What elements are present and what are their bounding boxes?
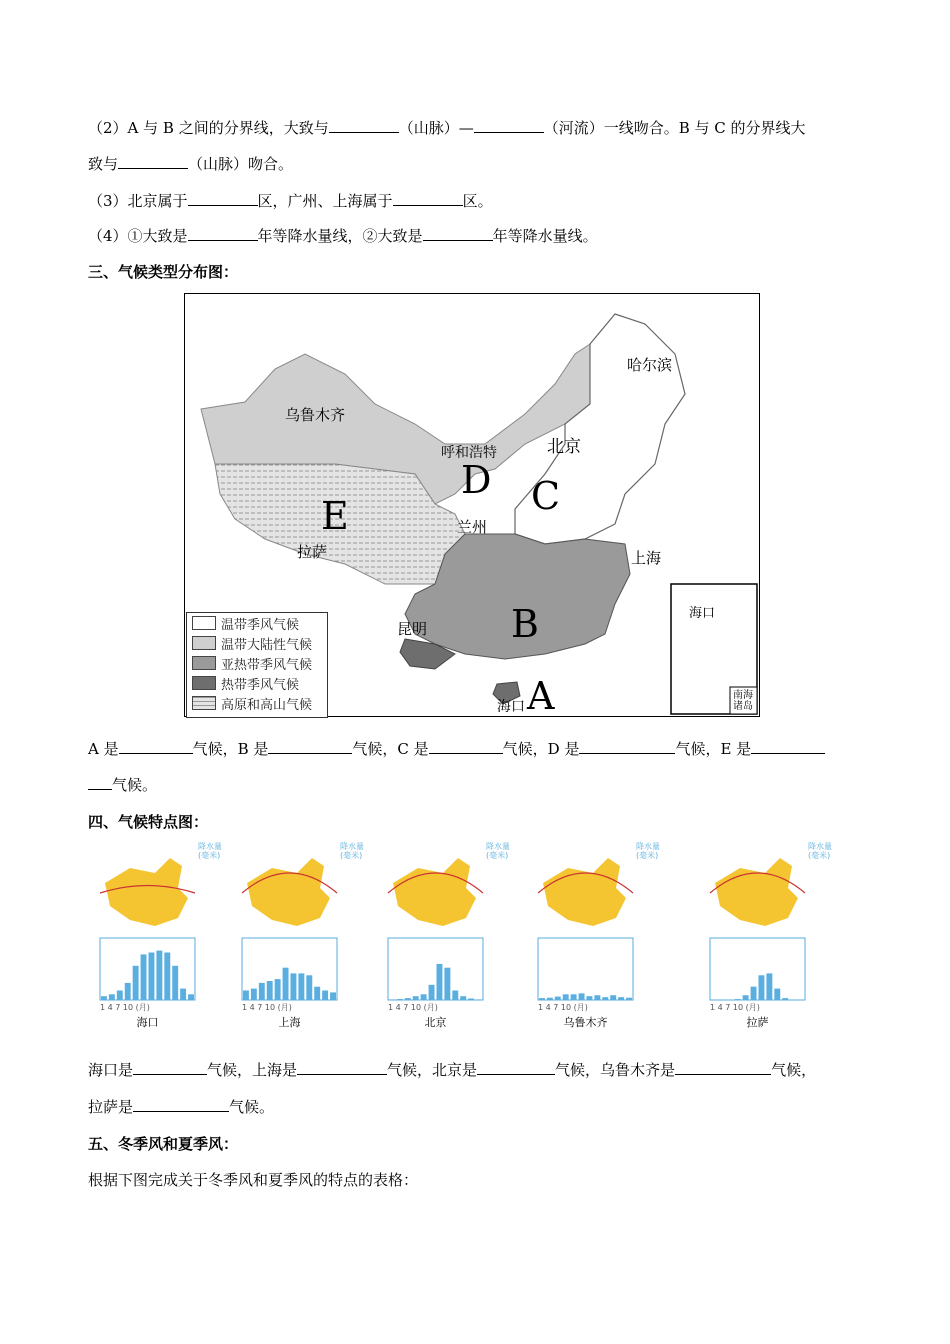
precip-bar bbox=[188, 994, 194, 1000]
section-4-title: 四、气候特点图： bbox=[88, 813, 209, 831]
precip-bar bbox=[172, 966, 178, 1000]
precip-bar bbox=[405, 998, 411, 1000]
map-legend bbox=[186, 612, 328, 718]
precip-bar bbox=[460, 996, 466, 1000]
precip-unit: 降水量 (毫米) bbox=[636, 842, 660, 860]
precip-bar bbox=[413, 996, 419, 1000]
answers-4-line-2: 拉萨是 气候。 bbox=[88, 1098, 275, 1116]
question-2-line-2: 致与 （山脉）吻合。 bbox=[88, 155, 294, 173]
city-shanghai: 上海 bbox=[631, 549, 662, 567]
climate-chart bbox=[90, 838, 240, 1029]
precip-bar bbox=[259, 983, 265, 1000]
blank[interactable] bbox=[751, 739, 825, 754]
precip-bar bbox=[743, 995, 749, 1000]
precip-bar bbox=[476, 999, 482, 1000]
precip-bar bbox=[735, 999, 741, 1000]
climate-chart-svg bbox=[232, 838, 382, 1003]
precip-unit: 降水量 (毫米) bbox=[808, 842, 832, 860]
precip-bar bbox=[133, 966, 139, 1000]
precip-bar bbox=[156, 951, 162, 1000]
precip-bar bbox=[389, 999, 395, 1000]
china-map-shape bbox=[543, 858, 626, 926]
chart-city-name: 上海 bbox=[278, 1016, 301, 1029]
precip-bar bbox=[322, 991, 328, 1001]
city-lhasa: 拉萨 bbox=[297, 543, 328, 561]
blank[interactable] bbox=[429, 739, 503, 754]
blank[interactable] bbox=[188, 226, 258, 241]
precip-bar bbox=[751, 987, 757, 1000]
precip-bar bbox=[421, 994, 427, 1000]
precip-bar bbox=[164, 953, 170, 1001]
precip-bar bbox=[283, 968, 289, 1000]
month-ticks: 1 4 7 10 (月) bbox=[242, 1003, 292, 1012]
precip-bar bbox=[774, 989, 780, 1000]
precip-bar bbox=[180, 989, 186, 1000]
blank[interactable] bbox=[477, 1060, 555, 1075]
precip-bar bbox=[314, 987, 320, 1000]
legend-item: 温带大陆性气候 bbox=[187, 633, 327, 653]
china-map-shape bbox=[105, 858, 188, 926]
city-urumqi: 乌鲁木齐 bbox=[285, 406, 346, 424]
precip-unit: 降水量 (毫米) bbox=[198, 842, 222, 860]
legend-swatch bbox=[192, 616, 216, 630]
precip-bar bbox=[298, 973, 304, 1000]
precip-bar bbox=[251, 989, 257, 1000]
blank[interactable] bbox=[579, 739, 675, 754]
precip-bar bbox=[759, 975, 765, 1000]
chart-frame bbox=[538, 938, 633, 1000]
precip-bar bbox=[117, 991, 123, 1001]
inset-city: 海口 bbox=[689, 606, 716, 621]
legend-swatch bbox=[192, 676, 216, 690]
question-3: （3）北京属于 区，广州、上海属于 区。 bbox=[88, 192, 493, 210]
precip-unit: 降水量 (毫米) bbox=[486, 842, 510, 860]
blank[interactable] bbox=[188, 191, 258, 206]
legend-swatch bbox=[192, 696, 216, 710]
answers-4-line-1: 海口是 气候，上海是 气候，北京是 气候，乌鲁木齐是 气候， bbox=[88, 1061, 817, 1079]
chart-city-name: 拉萨 bbox=[746, 1016, 769, 1029]
question-2-line-1: （2）A 与 B 之间的分界线，大致与 （山脉）— （河流）一线吻合。B 与 C 的分界线大 bbox=[88, 119, 806, 137]
precip-bar bbox=[555, 997, 561, 1000]
precip-bar bbox=[243, 991, 249, 1001]
blank[interactable] bbox=[675, 1060, 771, 1075]
precip-bar bbox=[547, 998, 553, 1000]
region-label-a: A bbox=[527, 674, 555, 718]
month-ticks: 1 4 7 10 (月) bbox=[100, 1003, 150, 1012]
precip-bar bbox=[571, 994, 577, 1000]
month-ticks: 1 4 7 10 (月) bbox=[710, 1003, 760, 1012]
precip-bar bbox=[267, 981, 273, 1000]
legend-item: 温带季风气候 bbox=[187, 613, 327, 633]
climate-chart bbox=[232, 838, 382, 1029]
legend-item: 高原和高山气候 bbox=[187, 693, 327, 713]
climate-chart bbox=[700, 838, 850, 1029]
precip-bar bbox=[444, 968, 450, 1000]
blank[interactable] bbox=[133, 1097, 229, 1112]
blank[interactable] bbox=[474, 118, 544, 133]
precip-bar bbox=[291, 973, 297, 1000]
precip-bar bbox=[782, 998, 788, 1000]
climate-chart-svg bbox=[378, 838, 528, 1003]
section-3-title: 三、气候类型分布图： bbox=[88, 263, 239, 281]
precip-bar bbox=[149, 953, 155, 1001]
city-harbin: 哈尔滨 bbox=[627, 356, 673, 374]
precip-bar bbox=[101, 996, 107, 1000]
precip-bar bbox=[766, 973, 772, 1000]
precip-bar bbox=[610, 995, 616, 1000]
city-hohhot: 呼和浩特 bbox=[441, 445, 497, 461]
precip-bar bbox=[539, 998, 545, 1000]
precip-bar bbox=[563, 994, 569, 1000]
blank[interactable] bbox=[133, 1060, 207, 1075]
chart-city-name: 北京 bbox=[424, 1016, 447, 1029]
section-5-description: 根据下图完成关于冬季风和夏季风的特点的表格： bbox=[88, 1171, 419, 1189]
precip-bar bbox=[626, 998, 632, 1000]
region-label-d: D bbox=[461, 458, 492, 502]
blank[interactable] bbox=[393, 191, 463, 206]
blank[interactable] bbox=[88, 775, 112, 790]
month-ticks: 1 4 7 10 (月) bbox=[388, 1003, 438, 1012]
city-haikou: 海口 bbox=[497, 699, 525, 715]
precip-bar bbox=[141, 954, 147, 1000]
climate-chart-svg bbox=[700, 838, 850, 1003]
precip-bar bbox=[397, 999, 403, 1000]
precip-bar bbox=[587, 996, 593, 1000]
precip-bar bbox=[306, 975, 312, 1000]
climate-chart-svg bbox=[528, 838, 678, 1003]
precip-unit: 降水量 (毫米) bbox=[340, 842, 364, 860]
question-4: （4）①大致是 年等降水量线，②大致是 年等降水量线。 bbox=[88, 227, 598, 245]
chart-city-name: 乌鲁木齐 bbox=[563, 1016, 608, 1029]
precip-bar bbox=[468, 998, 474, 1000]
precip-bar bbox=[594, 995, 600, 1000]
answers-3-line-2: 气候。 bbox=[88, 775, 157, 795]
blank[interactable] bbox=[297, 1060, 387, 1075]
china-map-shape bbox=[715, 858, 798, 926]
blank[interactable] bbox=[329, 118, 399, 133]
blank[interactable] bbox=[119, 739, 193, 754]
blank[interactable] bbox=[118, 154, 188, 169]
legend-item: 亚热带季风气候 bbox=[187, 653, 327, 673]
precip-bar bbox=[275, 979, 281, 1000]
city-lanzhou: 兰州 bbox=[457, 518, 488, 536]
precip-bar bbox=[452, 991, 458, 1001]
legend-swatch bbox=[192, 656, 216, 670]
city-beijing: 北京 bbox=[547, 437, 581, 457]
month-ticks: 1 4 7 10 (月) bbox=[538, 1003, 588, 1012]
climate-chart-svg bbox=[90, 838, 240, 1003]
city-kunming: 昆明 bbox=[397, 620, 428, 638]
legend-item: 热带季风气候 bbox=[187, 673, 327, 693]
chart-frame bbox=[388, 938, 483, 1000]
legend-swatch bbox=[192, 636, 216, 650]
precip-bar bbox=[429, 985, 435, 1000]
precip-bar bbox=[330, 992, 336, 1000]
region-label-e: E bbox=[321, 494, 349, 538]
precip-bar bbox=[437, 964, 443, 1000]
region-label-b: B bbox=[511, 602, 539, 646]
china-map-shape bbox=[247, 858, 330, 926]
inset-caption: 南海 诸岛 bbox=[733, 690, 753, 712]
precip-bar bbox=[109, 994, 115, 1000]
climate-chart bbox=[378, 838, 528, 1029]
answers-3-line-1: A 是 气候，B 是 气候，C 是 气候，D 是 气候，E 是 bbox=[88, 739, 825, 759]
blank[interactable] bbox=[423, 226, 493, 241]
precip-bar bbox=[125, 983, 131, 1000]
blank[interactable] bbox=[268, 739, 352, 754]
chart-frame bbox=[710, 938, 805, 1000]
precip-bar bbox=[618, 997, 624, 1000]
precip-bar bbox=[602, 997, 608, 1000]
region-label-c: C bbox=[531, 474, 561, 518]
precip-bar bbox=[579, 993, 585, 1000]
chart-city-name: 海口 bbox=[136, 1016, 159, 1029]
climate-chart bbox=[528, 838, 678, 1029]
section-5-title: 五、冬季风和夏季风： bbox=[88, 1135, 239, 1153]
china-map-shape bbox=[393, 858, 476, 926]
